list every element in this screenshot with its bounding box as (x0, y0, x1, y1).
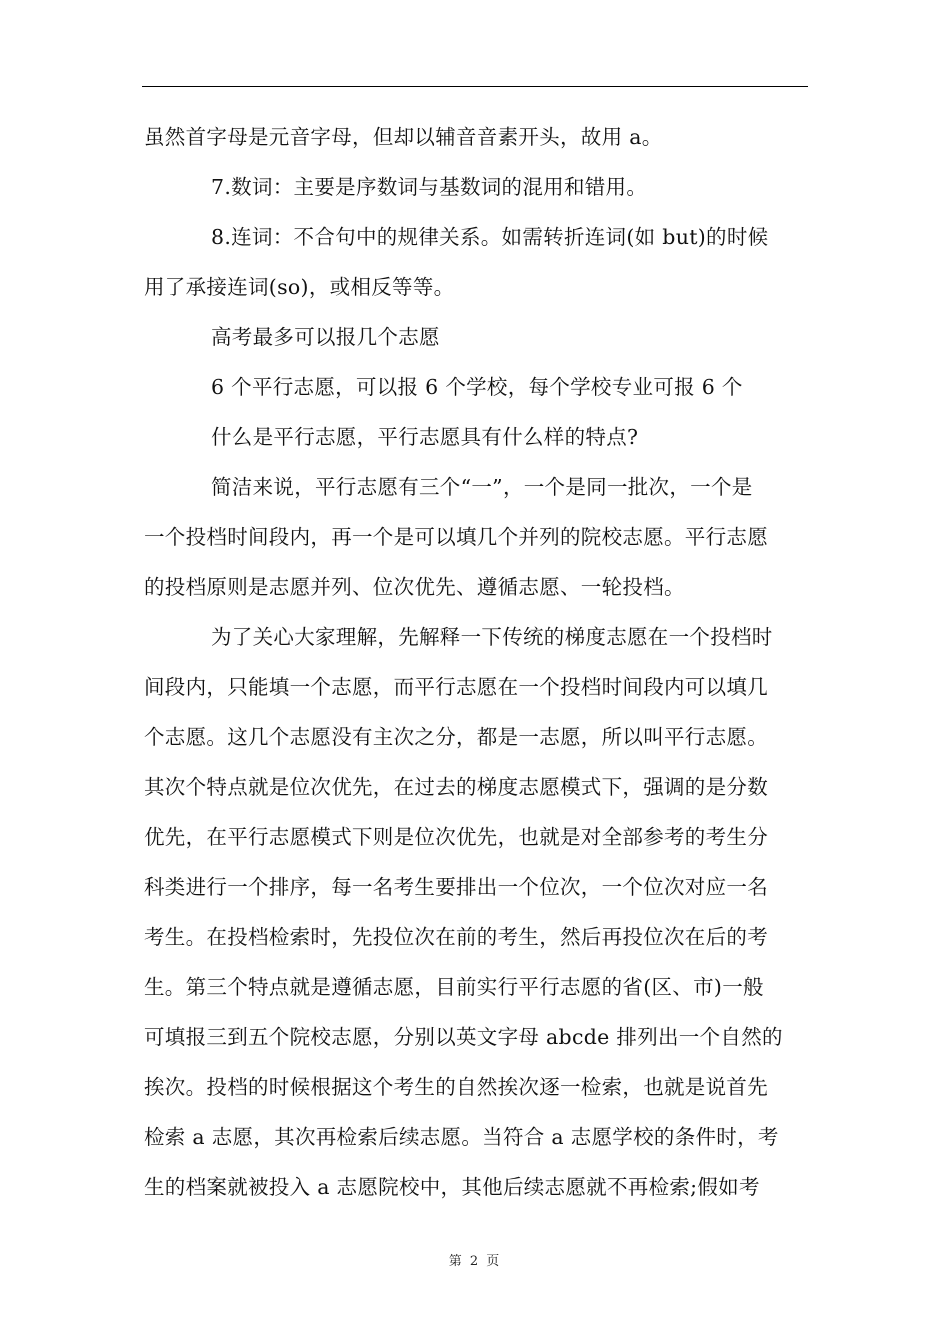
text-line: 的投档原则是志愿并列、位次优先、遵循志愿、一轮投档。 (144, 575, 685, 599)
document-body (144, 112, 808, 1212)
section-heading: 高考最多可以报几个志愿 (211, 325, 440, 349)
text-line: 可填报三到五个院校志愿，分别以英文字母 abcde 排列出一个自然的 (144, 1025, 783, 1049)
text-line: 考生。在投档检索时，先投位次在前的考生，然后再投位次在后的考 (144, 925, 768, 949)
text-line: 检索 a 志愿，其次再检索后续志愿。当符合 a 志愿学校的条件时，考 (144, 1125, 779, 1149)
text-line: 虽然首字母是元音字母，但却以辅音音素开头，故用 a。 (144, 125, 663, 149)
header-rule (142, 86, 808, 87)
question-line: 什么是平行志愿，平行志愿具有什么样的特点? (211, 425, 639, 449)
text-line: 间段内，只能填一个志愿，而平行志愿在一个投档时间段内可以填几 (144, 675, 768, 699)
text-line: 7.数词：主要是序数词与基数词的混用和错用。 (211, 175, 648, 199)
text-line: 优先，在平行志愿模式下则是位次优先，也就是对全部参考的考生分 (144, 825, 768, 849)
text-line: 为了关心大家理解，先解释一下传统的梯度志愿在一个投档时 (211, 625, 773, 649)
page-number: 第 2 页 (448, 1254, 502, 1269)
text-line: 用了承接连词(so)，或相反等等。 (144, 275, 455, 299)
text-line: 个志愿。这几个志愿没有主次之分，都是一志愿，所以叫平行志愿。 (144, 725, 768, 749)
text-line: 一个投档时间段内，再一个是可以填几个并列的院校志愿。平行志愿 (144, 525, 768, 549)
text-line: 挨次。投档的时候根据这个考生的自然挨次逐一检索，也就是说首先 (144, 1075, 768, 1099)
text-line: 科类进行一个排序，每一名考生要排出一个位次，一个位次对应一名 (144, 875, 768, 899)
text-line: 6 个平行志愿，可以报 6 个学校，每个学校专业可报 6 个 (211, 375, 743, 399)
text-line: 生。第三个特点就是遵循志愿，目前实行平行志愿的省(区、市)一般 (144, 975, 764, 999)
text-line: 8.连词：不合句中的规律关系。如需转折连词(如 but)的时候 (211, 225, 769, 249)
text-line: 简洁来说，平行志愿有三个“一”，一个是同一批次，一个是 (211, 475, 753, 499)
text-line: 生的档案就被投入 a 志愿院校中，其他后续志愿就不再检索;假如考 (144, 1175, 760, 1199)
text-line: 其次个特点就是位次优先，在过去的梯度志愿模式下，强调的是分数 (144, 775, 768, 799)
